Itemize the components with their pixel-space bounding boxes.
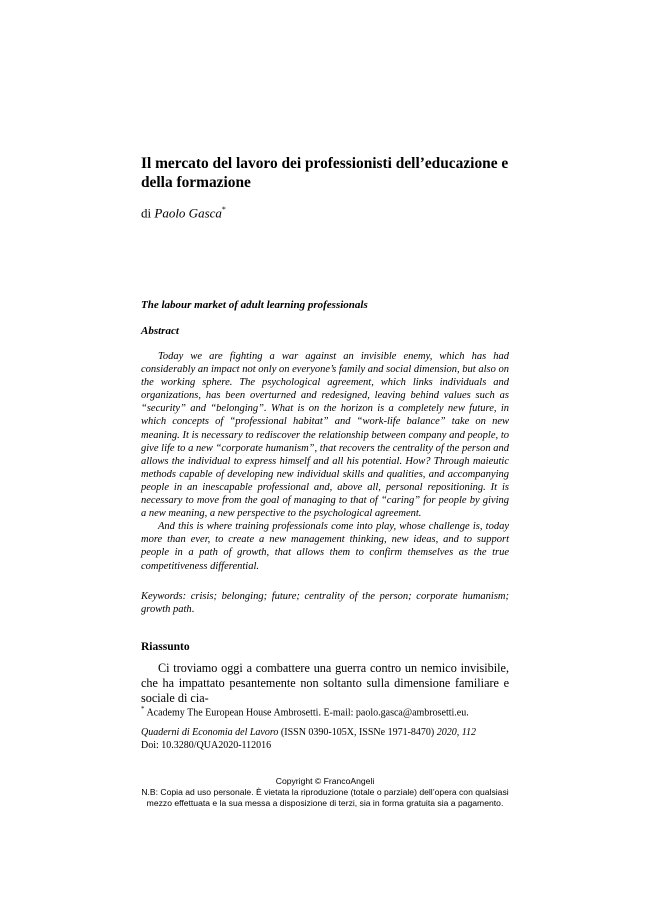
copyright-line: N.B: Copia ad uso personale. È vietata la riproduzione (totale o parziale) dell’opera con qualsiasi xyxy=(141,787,509,797)
author-line xyxy=(141,202,509,221)
journal-year-issue: 2020, 112 xyxy=(436,727,477,738)
author-prefix: di xyxy=(141,205,155,221)
copyright-notice xyxy=(0,776,650,809)
footnote-mark: * xyxy=(141,705,145,713)
riassunto-text: Ci troviamo oggi a combattere una guerra contro un nemico invisibile, che ha impattato pesantemente non soltanto sulla dimensione familiare e sociale di cia- xyxy=(141,661,509,706)
keywords-label: Keywords: xyxy=(141,591,191,602)
english-title: The labour market of adult learning professionals xyxy=(141,299,368,311)
article-title: Il mercato del lavoro dei professionisti dell’educazione e della formazione xyxy=(141,155,509,191)
footnote-text: Academy The European House Ambrosetti. E-mail: paolo.gasca@ambrosetti.eu. xyxy=(144,707,469,719)
keywords-end: . xyxy=(191,604,195,616)
abstract-paragraph: And this is where training professionals come into play, whose challenge is, today more than ever, to create a new management thinking, new ideas, and to support people in a path of growth, that allows them to confirm themselves as the true competitiveness differential. xyxy=(141,521,509,572)
abstract-paragraph: Today we are fighting a war against an invisible enemy, which has had considerably an impact not only on everyone’s family and social dimension, but also on the working sphere. The psychological agreement, which links individuals and organizations, has been overturned and redesigned, leaving behind values such as “security” and “belonging”. What is on the horizon is a completely new future, in which concepts of “professional habitat” and “work-life balance” take on new meaning. It is necessary to rediscover the relationship between company and people, to give life to a new “corporate humanism”, that recovers the centrality of the person and allows the individual to express himself and all his potential. How? Through maieutic methods capable of developing new individual skills and qualities, and accompanying people in an inescapable professional and, above all, personal repositioning. It is necessary to move from the goal of managing to that of “caring” for people by giving a new meaning, a new perspective to the psychological agreement. xyxy=(141,351,509,520)
copyright-line: mezzo effettuata e la sua messa a disposizione di terzi, sia in forma gratuita sia a pagamento. xyxy=(146,798,504,808)
journal-info xyxy=(141,727,509,752)
keywords xyxy=(141,590,509,616)
abstract-body xyxy=(141,350,509,573)
author-footnote-mark: * xyxy=(221,205,226,214)
author-name: Paolo Gasca xyxy=(154,205,222,221)
journal-doi: Doi: 10.3280/QUA2020-112016 xyxy=(141,739,272,751)
abstract-heading: Abstract xyxy=(141,325,179,337)
riassunto-heading: Riassunto xyxy=(141,641,190,653)
keywords-text: crisis; belonging; future; centrality of the person; corporate humanism; growth path xyxy=(141,591,509,616)
author-footnote xyxy=(141,703,509,719)
journal-name: Quaderni di Economia del Lavoro xyxy=(141,727,279,738)
journal-issn: (ISSN 0390-105X, ISSNe 1971-8470) xyxy=(278,727,437,738)
copyright-line: Copyright © FrancoAngeli xyxy=(275,776,375,786)
